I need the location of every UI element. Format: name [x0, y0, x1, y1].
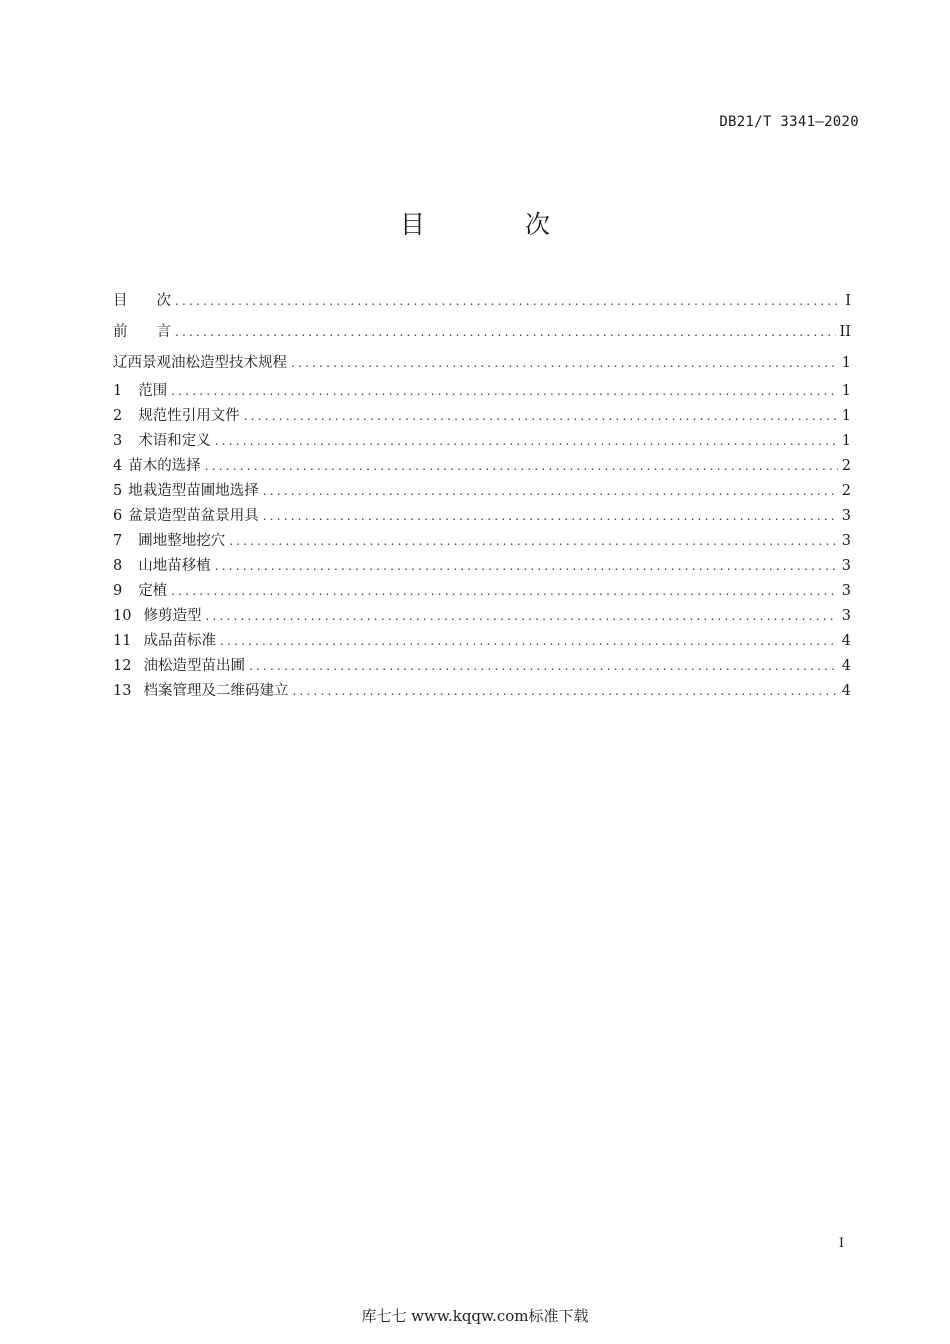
dot-leader [215, 429, 838, 454]
toc-entry[interactable] [113, 529, 851, 554]
toc-entry-text: 盆景造型苗盆景用具 [128, 508, 259, 524]
toc-entry-label [113, 529, 225, 554]
toc-entry-number: 10 [113, 608, 132, 624]
toc-entry-text: 山地苗移植 [138, 558, 211, 574]
dot-leader [175, 317, 836, 348]
toc-entry-text: 辽西景观油松造型技术规程 [113, 355, 287, 371]
toc-entry-text: 档案管理及二维码建立 [143, 683, 289, 699]
dot-leader [291, 348, 838, 379]
toc-entry-label [113, 479, 259, 504]
toc-entry[interactable] [113, 579, 851, 604]
toc-entry-label [113, 429, 211, 454]
dot-leader [244, 404, 838, 429]
toc-entry-page: 3 [841, 558, 851, 574]
toc-entry-page: I [845, 293, 851, 309]
toc-entry-number: 13 [113, 683, 132, 699]
toc-entry-text: 修剪造型 [143, 608, 202, 624]
toc-entry-label [113, 679, 288, 704]
watermark-text: 库七七 www.kqqw.com标准下载 [361, 1307, 589, 1325]
toc-entry-number: 8 [113, 558, 123, 574]
toc-entry[interactable] [113, 286, 851, 317]
dot-leader [171, 579, 838, 604]
page-number: I [838, 1236, 844, 1251]
toc-entry-page: 1 [841, 383, 851, 399]
table-of-contents [113, 286, 851, 704]
toc-entry-label [113, 579, 167, 604]
toc-entry-label [113, 654, 245, 679]
toc-entry[interactable] [113, 317, 851, 348]
dot-leader [263, 479, 838, 504]
toc-entry[interactable] [113, 604, 851, 629]
toc-entry-text: 定植 [138, 583, 168, 599]
toc-entry-text: 油松造型苗出圃 [143, 658, 245, 674]
toc-entry-page: 2 [841, 458, 851, 474]
toc-entry-label [113, 348, 287, 379]
toc-entry[interactable] [113, 404, 851, 429]
toc-entry[interactable] [113, 479, 851, 504]
toc-entry-label [113, 604, 201, 629]
toc-entry-text: 术语和定义 [138, 433, 211, 449]
toc-entry-number: 7 [113, 533, 123, 549]
toc-entry-number: 2 [113, 408, 123, 424]
toc-entry[interactable] [113, 379, 851, 404]
toc-entry-text: 苗木的选择 [128, 458, 201, 474]
toc-entry[interactable] [113, 554, 851, 579]
toc-entry[interactable] [113, 629, 851, 654]
toc-entry-label [113, 379, 167, 404]
toc-entry-page: 4 [841, 633, 851, 649]
toc-entry-page: II [839, 324, 851, 340]
toc-entry-page: 3 [841, 583, 851, 599]
toc-entry-text: 前 言 [113, 324, 171, 340]
toc-entry-page: 4 [841, 683, 851, 699]
toc-entry-page: 1 [841, 433, 851, 449]
toc-entry-page: 1 [841, 355, 851, 371]
toc-entry-page: 3 [841, 533, 851, 549]
toc-entry-number: 6 [113, 508, 123, 524]
toc-entry-number: 11 [113, 633, 132, 649]
toc-entry-text: 成品苗标准 [143, 633, 216, 649]
toc-entry-text: 规范性引用文件 [138, 408, 240, 424]
toc-entry-number: 5 [113, 483, 123, 499]
toc-entry-text: 目 次 [113, 293, 171, 309]
toc-entry-text: 地栽造型苗圃地选择 [128, 483, 259, 499]
toc-entry-text: 圃地整地挖穴 [138, 533, 226, 549]
toc-entry-text: 范围 [138, 383, 168, 399]
toc-entry[interactable] [113, 504, 851, 529]
toc-entry-page: 1 [841, 408, 851, 424]
dot-leader [220, 629, 838, 654]
document-code: DB21/T 3341—2020 [719, 114, 859, 130]
dot-leader [175, 286, 841, 317]
toc-entry-number: 3 [113, 433, 123, 449]
toc-entry-page: 2 [841, 483, 851, 499]
toc-entry[interactable] [113, 429, 851, 454]
toc-entry-number: 4 [113, 458, 123, 474]
toc-entry-label [113, 454, 201, 479]
toc-entry-page: 3 [841, 508, 851, 524]
dot-leader [205, 454, 838, 479]
toc-entry[interactable] [113, 679, 851, 704]
dot-leader [263, 504, 838, 529]
dot-leader [292, 679, 837, 704]
toc-entry-label [113, 629, 216, 654]
dot-leader [249, 654, 838, 679]
toc-entry-page: 3 [841, 608, 851, 624]
toc-entry[interactable] [113, 454, 851, 479]
toc-entry-label [113, 404, 240, 429]
toc-entry-number: 1 [113, 383, 123, 399]
dot-leader [229, 529, 838, 554]
dot-leader [215, 554, 838, 579]
toc-entry-label [113, 286, 171, 317]
toc-entry-page: 4 [841, 658, 851, 674]
page-title: 目 次 [400, 210, 596, 239]
dot-leader [205, 604, 837, 629]
toc-entry-label [113, 554, 211, 579]
toc-entry-number: 12 [113, 658, 132, 674]
toc-entry-label [113, 317, 171, 348]
toc-entry[interactable] [113, 348, 851, 379]
toc-entry-label [113, 504, 259, 529]
dot-leader [171, 379, 838, 404]
toc-entry-number: 9 [113, 583, 123, 599]
toc-entry[interactable] [113, 654, 851, 679]
